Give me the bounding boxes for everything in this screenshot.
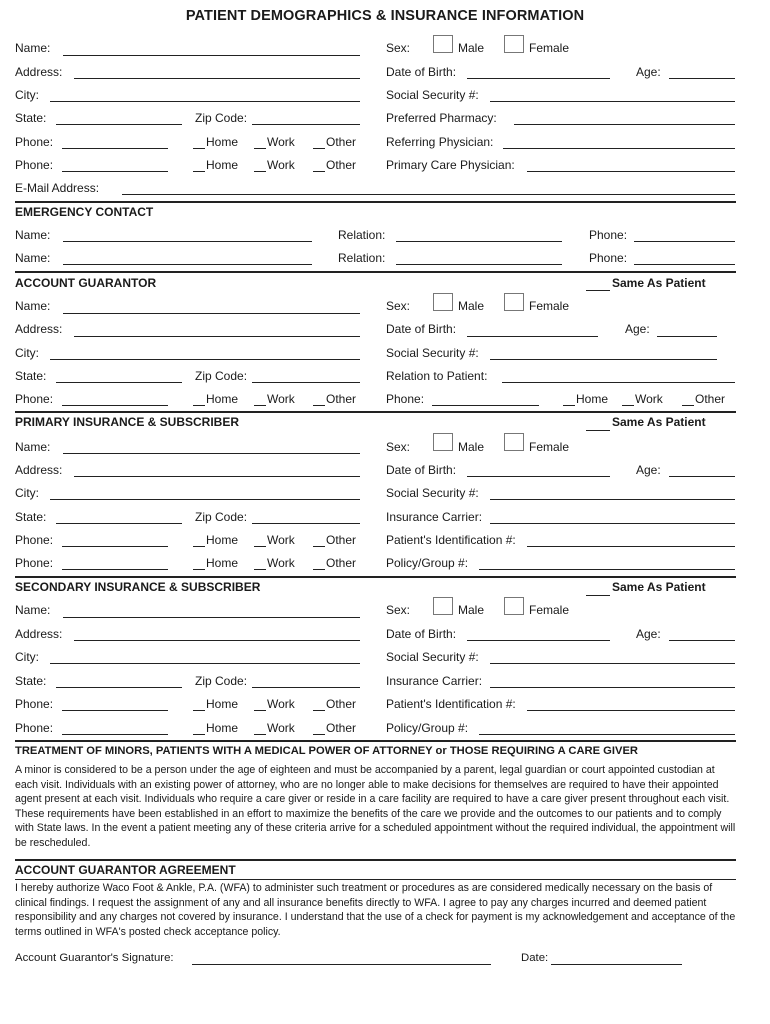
section-divider bbox=[15, 740, 736, 742]
secondary-age-label: Age: bbox=[636, 627, 661, 641]
guarantor-state-label: State: bbox=[15, 369, 47, 383]
male-label: Male bbox=[458, 299, 485, 313]
guarantor-ssn-label: Social Security #: bbox=[386, 346, 479, 360]
secondary-phone1-home-check[interactable] bbox=[193, 710, 205, 711]
primary-phone2-field[interactable] bbox=[62, 569, 168, 570]
primary-phone1-other-check[interactable] bbox=[313, 546, 325, 547]
other-label: Other bbox=[326, 697, 357, 711]
primary-zip-field[interactable] bbox=[252, 523, 360, 524]
patient-age-field[interactable] bbox=[669, 78, 735, 79]
secondary-zip-label: Zip Code: bbox=[195, 674, 248, 688]
home-label: Home bbox=[576, 392, 609, 406]
referring-label: Referring Physician: bbox=[386, 135, 494, 149]
secondary-same-as-patient-label: Same As Patient bbox=[612, 580, 706, 594]
patient-ssn-field[interactable] bbox=[490, 101, 735, 102]
emergency1-phone-field[interactable] bbox=[634, 241, 735, 242]
primary-phone2-home-check[interactable] bbox=[193, 569, 205, 570]
secondary-address-field[interactable] bbox=[74, 640, 360, 641]
female-label: Female bbox=[529, 41, 570, 55]
home-label: Home bbox=[206, 158, 239, 172]
account-guarantor-heading: ACCOUNT GUARANTOR bbox=[15, 276, 157, 290]
section-divider bbox=[15, 859, 736, 861]
patient-dob-label: Date of Birth: bbox=[386, 65, 457, 79]
work-label: Work bbox=[267, 158, 295, 172]
guarantor-phone-label: Phone: bbox=[15, 392, 54, 406]
emergency1-name-field[interactable] bbox=[63, 241, 312, 242]
secondary-state-field[interactable] bbox=[56, 687, 182, 688]
secondary-female-checkbox[interactable] bbox=[504, 597, 524, 615]
guarantor-female-checkbox[interactable] bbox=[504, 293, 524, 311]
patient-zip-label: Zip Code: bbox=[195, 111, 248, 125]
phone1-work-check[interactable] bbox=[254, 148, 266, 149]
home-label: Home bbox=[206, 533, 239, 547]
guarantor-state-field[interactable] bbox=[56, 382, 182, 383]
other-label: Other bbox=[326, 533, 357, 547]
work-label: Work bbox=[267, 721, 295, 735]
guarantor-zip-label: Zip Code: bbox=[195, 369, 248, 383]
female-label: Female bbox=[529, 603, 570, 617]
primary-city-field[interactable] bbox=[50, 499, 360, 500]
secondary-phone1-label: Phone: bbox=[15, 697, 54, 711]
primary-phone1-home-check[interactable] bbox=[193, 546, 205, 547]
guarantor-dob-field[interactable] bbox=[467, 336, 598, 337]
patient-male-checkbox[interactable] bbox=[433, 35, 453, 53]
section-divider bbox=[15, 201, 736, 203]
secondary-sex-label: Sex: bbox=[386, 603, 411, 617]
patient-city-label: City: bbox=[15, 88, 39, 102]
date-field[interactable] bbox=[551, 964, 682, 965]
email-field[interactable] bbox=[122, 194, 735, 195]
secondary-patient-id-label: Patient's Identification #: bbox=[386, 697, 516, 711]
patient-phone1-field[interactable] bbox=[62, 148, 168, 149]
secondary-phone1-work-check[interactable] bbox=[254, 710, 266, 711]
secondary-policy-field[interactable] bbox=[479, 734, 735, 735]
male-label: Male bbox=[458, 41, 485, 55]
male-label: Male bbox=[458, 440, 485, 454]
guarantor-name-label: Name: bbox=[15, 299, 51, 313]
phone2-work-check[interactable] bbox=[254, 171, 266, 172]
primary-state-field[interactable] bbox=[56, 523, 182, 524]
pcp-label: Primary Care Physician: bbox=[386, 158, 515, 172]
guarantor-phone2-other-check[interactable] bbox=[682, 405, 694, 406]
patient-name-field[interactable] bbox=[63, 55, 360, 56]
guarantor-city-field[interactable] bbox=[50, 359, 360, 360]
primary-phone2-label: Phone: bbox=[15, 556, 54, 570]
emergency2-relation-field[interactable] bbox=[396, 264, 562, 265]
guarantor-sex-label: Sex: bbox=[386, 299, 411, 313]
primary-sex-label: Sex: bbox=[386, 440, 411, 454]
guarantor-zip-field[interactable] bbox=[252, 382, 360, 383]
patient-female-checkbox[interactable] bbox=[504, 35, 524, 53]
pharmacy-label: Preferred Pharmacy: bbox=[386, 111, 497, 125]
section-divider bbox=[15, 576, 736, 578]
primary-carrier-field[interactable] bbox=[490, 523, 735, 524]
guarantor-dob-label: Date of Birth: bbox=[386, 322, 457, 336]
secondary-city-label: City: bbox=[15, 650, 39, 664]
guarantor-phone2-field[interactable] bbox=[432, 405, 539, 406]
patient-name-label: Name: bbox=[15, 41, 51, 55]
patient-age-label: Age: bbox=[636, 65, 661, 79]
emergency1-relation-field[interactable] bbox=[396, 241, 562, 242]
primary-address-field[interactable] bbox=[74, 476, 360, 477]
home-label: Home bbox=[206, 392, 239, 406]
phone1-other-check[interactable] bbox=[313, 148, 325, 149]
primary-phone2-work-check[interactable] bbox=[254, 569, 266, 570]
work-label: Work bbox=[267, 392, 295, 406]
emergency2-relation-label: Relation: bbox=[338, 251, 386, 265]
pcp-field[interactable] bbox=[527, 171, 735, 172]
primary-carrier-label: Insurance Carrier: bbox=[386, 510, 483, 524]
guarantor-phone-field[interactable] bbox=[62, 405, 168, 406]
primary-phone1-field[interactable] bbox=[62, 546, 168, 547]
secondary-phone2-home-check[interactable] bbox=[193, 734, 205, 735]
patient-sex-label: Sex: bbox=[386, 41, 411, 55]
secondary-carrier-field[interactable] bbox=[490, 687, 735, 688]
work-label: Work bbox=[267, 556, 295, 570]
secondary-phone1-other-check[interactable] bbox=[313, 710, 325, 711]
section-divider bbox=[15, 411, 736, 413]
secondary-name-label: Name: bbox=[15, 603, 51, 617]
primary-insurance-heading: PRIMARY INSURANCE & SUBSCRIBER bbox=[15, 415, 240, 429]
emergency1-name-label: Name: bbox=[15, 228, 51, 242]
other-label: Other bbox=[326, 135, 357, 149]
secondary-male-checkbox[interactable] bbox=[433, 597, 453, 615]
primary-same-as-patient-check[interactable] bbox=[586, 430, 610, 431]
guarantor-name-field[interactable] bbox=[63, 313, 360, 314]
guarantor-age-label: Age: bbox=[625, 322, 650, 336]
primary-phone1-work-check[interactable] bbox=[254, 546, 266, 547]
emergency2-name-label: Name: bbox=[15, 251, 51, 265]
patient-ssn-label: Social Security #: bbox=[386, 88, 479, 102]
patient-address-field[interactable] bbox=[74, 78, 360, 79]
primary-state-label: State: bbox=[15, 510, 47, 524]
relation-to-patient-field[interactable] bbox=[502, 382, 735, 383]
secondary-name-field[interactable] bbox=[63, 617, 360, 618]
patient-zip-field[interactable] bbox=[252, 124, 360, 125]
patient-city-field[interactable] bbox=[50, 101, 360, 102]
secondary-age-field[interactable] bbox=[669, 640, 735, 641]
primary-same-as-patient-label: Same As Patient bbox=[612, 415, 706, 429]
home-label: Home bbox=[206, 721, 239, 735]
emergency-contact-heading: EMERGENCY CONTACT bbox=[15, 205, 154, 219]
secondary-phone2-label: Phone: bbox=[15, 721, 54, 735]
secondary-dob-field[interactable] bbox=[467, 640, 610, 641]
guarantor-phone2-work-check[interactable] bbox=[622, 405, 634, 406]
primary-policy-field[interactable] bbox=[479, 569, 735, 570]
patient-dob-field[interactable] bbox=[467, 78, 610, 79]
secondary-dob-label: Date of Birth: bbox=[386, 627, 457, 641]
pharmacy-field[interactable] bbox=[514, 124, 735, 125]
agreement-paragraph: I hereby authorize Waco Foot & Ankle, P.A. (WFA) to administer such treatment or procedures as are considered medically necessary on the basis of clinical findings. I request the assignment of any and all insurance benefits directly to WFA. I agree to pay any charges incurred and deemed patient responsibility and any charges not covered by insurance. I understand that the use of a check for payment is my acknowledgement and acceptance of the terms outlined in WFA's posted check acceptance policy. bbox=[15, 882, 736, 938]
patient-phone2-label: Phone: bbox=[15, 158, 54, 172]
primary-male-checkbox[interactable] bbox=[433, 433, 453, 451]
emergency2-name-field[interactable] bbox=[63, 264, 312, 265]
guarantor-same-as-patient-check[interactable] bbox=[586, 290, 610, 291]
signature-field[interactable] bbox=[192, 964, 491, 965]
female-label: Female bbox=[529, 440, 570, 454]
email-label: E-Mail Address: bbox=[15, 181, 100, 195]
primary-name-field[interactable] bbox=[63, 453, 360, 454]
secondary-ssn-field[interactable] bbox=[490, 663, 735, 664]
patient-address-label: Address: bbox=[15, 65, 63, 79]
phone1-home-check[interactable] bbox=[193, 148, 205, 149]
primary-age-label: Age: bbox=[636, 463, 661, 477]
secondary-policy-label: Policy/Group #: bbox=[386, 721, 469, 735]
guarantor-phone-other-check[interactable] bbox=[313, 405, 325, 406]
section-divider bbox=[15, 879, 736, 880]
secondary-phone1-field[interactable] bbox=[62, 710, 168, 711]
guarantor-phone-work-check[interactable] bbox=[254, 405, 266, 406]
patient-phone2-field[interactable] bbox=[62, 171, 168, 172]
guarantor-ssn-field[interactable] bbox=[490, 359, 717, 360]
secondary-zip-field[interactable] bbox=[252, 687, 360, 688]
primary-ssn-label: Social Security #: bbox=[386, 486, 479, 500]
primary-policy-label: Policy/Group #: bbox=[386, 556, 469, 570]
secondary-insurance-heading: SECONDARY INSURANCE & SUBSCRIBER bbox=[15, 580, 261, 594]
primary-phone1-label: Phone: bbox=[15, 533, 54, 547]
guarantor-age-field[interactable] bbox=[657, 336, 717, 337]
emergency2-phone-field[interactable] bbox=[634, 264, 735, 265]
guarantor-address-label: Address: bbox=[15, 322, 63, 336]
primary-ssn-field[interactable] bbox=[490, 499, 735, 500]
guarantor-phone-home-check[interactable] bbox=[193, 405, 205, 406]
patient-state-label: State: bbox=[15, 111, 47, 125]
secondary-carrier-label: Insurance Carrier: bbox=[386, 674, 483, 688]
agreement-heading: ACCOUNT GUARANTOR AGREEMENT bbox=[15, 863, 236, 877]
other-label: Other bbox=[695, 392, 726, 406]
guarantor-male-checkbox[interactable] bbox=[433, 293, 453, 311]
primary-patient-id-field[interactable] bbox=[527, 546, 735, 547]
patient-phone1-label: Phone: bbox=[15, 135, 54, 149]
work-label: Work bbox=[267, 135, 295, 149]
form-title: PATIENT DEMOGRAPHICS & INSURANCE INFORMATION bbox=[185, 8, 585, 24]
emergency1-phone-label: Phone: bbox=[589, 228, 628, 242]
primary-age-field[interactable] bbox=[669, 476, 735, 477]
phone2-home-check[interactable] bbox=[193, 171, 205, 172]
treatment-paragraph: A minor is considered to be a person under the age of eighteen and must be accompanied by a parent, legal guardian or court appointed custodian at each visit. Individuals with an existing power of attorney, who are no longer able to make decisions for themselves are required to have their appointed agent present at each visit. Individuals who require a care giver or reside in a care facility are required to have a care giver present throughout each visit. These requirements have been established in an effort to maximize the benefits of the care we provide and the outcomes to our patients and to comply with State laws. In the event a patient meeting any of these criteria arrive for a scheduled appointment without the required individual, the appointment will be rescheduled. bbox=[15, 764, 736, 849]
work-label: Work bbox=[635, 392, 663, 406]
primary-dob-label: Date of Birth: bbox=[386, 463, 457, 477]
secondary-state-label: State: bbox=[15, 674, 47, 688]
other-label: Other bbox=[326, 721, 357, 735]
other-label: Other bbox=[326, 158, 357, 172]
other-label: Other bbox=[326, 392, 357, 406]
guarantor-address-field[interactable] bbox=[74, 336, 360, 337]
male-label: Male bbox=[458, 603, 485, 617]
female-label: Female bbox=[529, 299, 570, 313]
section-divider bbox=[15, 271, 736, 273]
primary-phone2-other-check[interactable] bbox=[313, 569, 325, 570]
work-label: Work bbox=[267, 533, 295, 547]
primary-patient-id-label: Patient's Identification #: bbox=[386, 533, 516, 547]
secondary-city-field[interactable] bbox=[50, 663, 360, 664]
guarantor-phone2-home-check[interactable] bbox=[563, 405, 575, 406]
referring-field[interactable] bbox=[503, 148, 735, 149]
primary-female-checkbox[interactable] bbox=[504, 433, 524, 451]
secondary-phone2-work-check[interactable] bbox=[254, 734, 266, 735]
treatment-heading: TREATMENT OF MINORS, PATIENTS WITH A MEDICAL POWER OF ATTORNEY or THOSE REQUIRING A CARE GIVER bbox=[15, 745, 638, 757]
guarantor-same-as-patient-label: Same As Patient bbox=[612, 276, 706, 290]
secondary-phone2-field[interactable] bbox=[62, 734, 168, 735]
emergency1-relation-label: Relation: bbox=[338, 228, 386, 242]
other-label: Other bbox=[326, 556, 357, 570]
patient-state-field[interactable] bbox=[56, 124, 182, 125]
home-label: Home bbox=[206, 556, 239, 570]
signature-label: Account Guarantor's Signature: bbox=[15, 952, 174, 964]
primary-dob-field[interactable] bbox=[467, 476, 610, 477]
secondary-patient-id-field[interactable] bbox=[527, 710, 735, 711]
primary-address-label: Address: bbox=[15, 463, 63, 477]
relation-to-patient-label: Relation to Patient: bbox=[386, 369, 488, 383]
secondary-phone2-other-check[interactable] bbox=[313, 734, 325, 735]
phone2-other-check[interactable] bbox=[313, 171, 325, 172]
home-label: Home bbox=[206, 135, 239, 149]
work-label: Work bbox=[267, 697, 295, 711]
primary-name-label: Name: bbox=[15, 440, 51, 454]
emergency2-phone-label: Phone: bbox=[589, 251, 628, 265]
primary-city-label: City: bbox=[15, 486, 39, 500]
guarantor-phone2-label: Phone: bbox=[386, 392, 425, 406]
secondary-ssn-label: Social Security #: bbox=[386, 650, 479, 664]
date-label: Date: bbox=[521, 952, 549, 964]
primary-zip-label: Zip Code: bbox=[195, 510, 248, 524]
secondary-same-as-patient-check[interactable] bbox=[586, 595, 610, 596]
secondary-address-label: Address: bbox=[15, 627, 63, 641]
home-label: Home bbox=[206, 697, 239, 711]
guarantor-city-label: City: bbox=[15, 346, 39, 360]
